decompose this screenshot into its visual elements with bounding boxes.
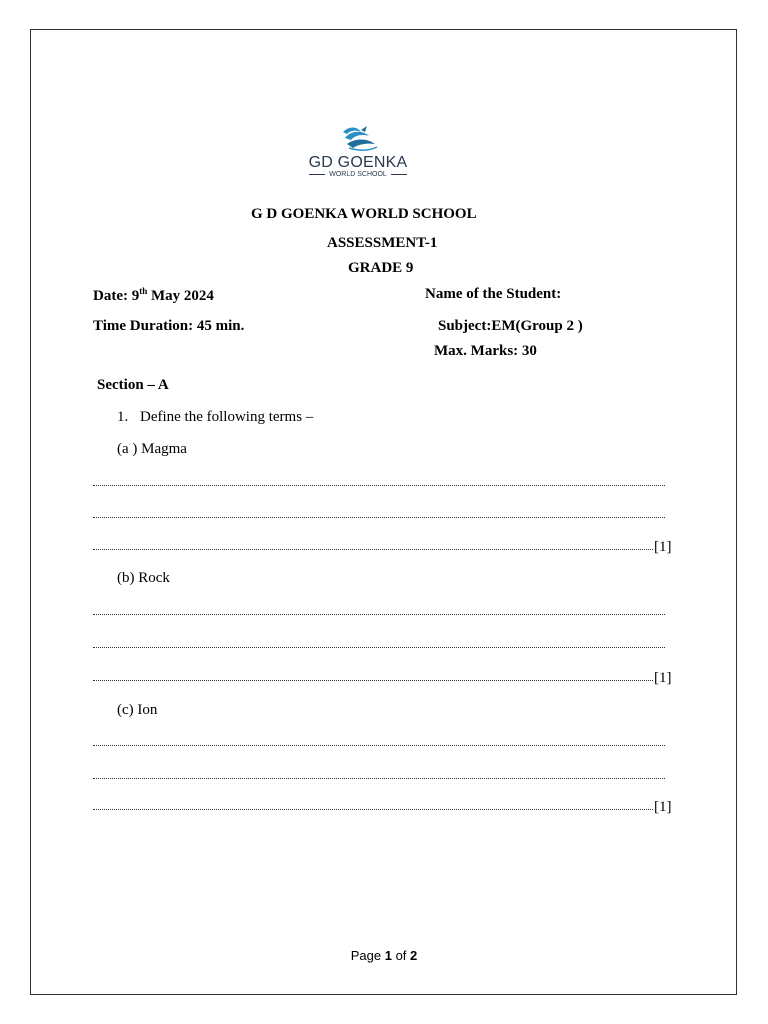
answer-line[interactable] xyxy=(93,483,665,486)
exam-date xyxy=(93,286,214,305)
answer-line[interactable] xyxy=(93,645,665,648)
student-name-label: Name of the Student: xyxy=(425,286,562,302)
answer-line[interactable] xyxy=(93,678,653,681)
grade-title: GRADE 9 xyxy=(348,260,414,276)
page-total: 2 xyxy=(410,948,418,963)
date-superscript: th xyxy=(139,286,148,296)
part-a-label: (a ) Magma xyxy=(117,441,187,457)
question-text: Define the following terms – xyxy=(140,409,314,425)
part-a-marks: [1] xyxy=(654,539,672,555)
assessment-title: ASSESSMENT-1 xyxy=(327,235,438,251)
date-prefix: Date: 9 xyxy=(93,288,140,304)
answer-line[interactable] xyxy=(93,612,665,615)
section-title: Section – A xyxy=(97,377,169,393)
page-prefix: Page xyxy=(350,948,385,963)
time-duration: Time Duration: 45 min. xyxy=(93,318,245,334)
logo-subtitle: WORLD SCHOOL xyxy=(305,171,411,178)
school-logo xyxy=(305,124,411,180)
subject: Subject:EM(Group 2 ) xyxy=(438,318,583,334)
answer-line[interactable] xyxy=(93,547,653,550)
part-b-marks: [1] xyxy=(654,670,672,686)
bird-icon xyxy=(305,124,411,154)
logo-name: GD GOENKA xyxy=(308,154,408,171)
question-number: 1. xyxy=(117,409,129,425)
max-marks: Max. Marks: 30 xyxy=(434,343,537,359)
page-number xyxy=(0,948,768,963)
date-suffix: May 2024 xyxy=(147,288,214,304)
part-b-label: (b) Rock xyxy=(117,570,170,586)
page-current: 1 xyxy=(384,948,392,963)
answer-line[interactable] xyxy=(93,743,665,746)
page-of: of xyxy=(391,948,411,963)
school-title: G D GOENKA WORLD SCHOOL xyxy=(251,206,477,222)
answer-line[interactable] xyxy=(93,776,665,779)
answer-line[interactable] xyxy=(93,515,665,518)
answer-line[interactable] xyxy=(93,807,653,810)
part-c-label: (c) Ion xyxy=(117,702,158,718)
part-c-marks: [1] xyxy=(654,799,672,815)
